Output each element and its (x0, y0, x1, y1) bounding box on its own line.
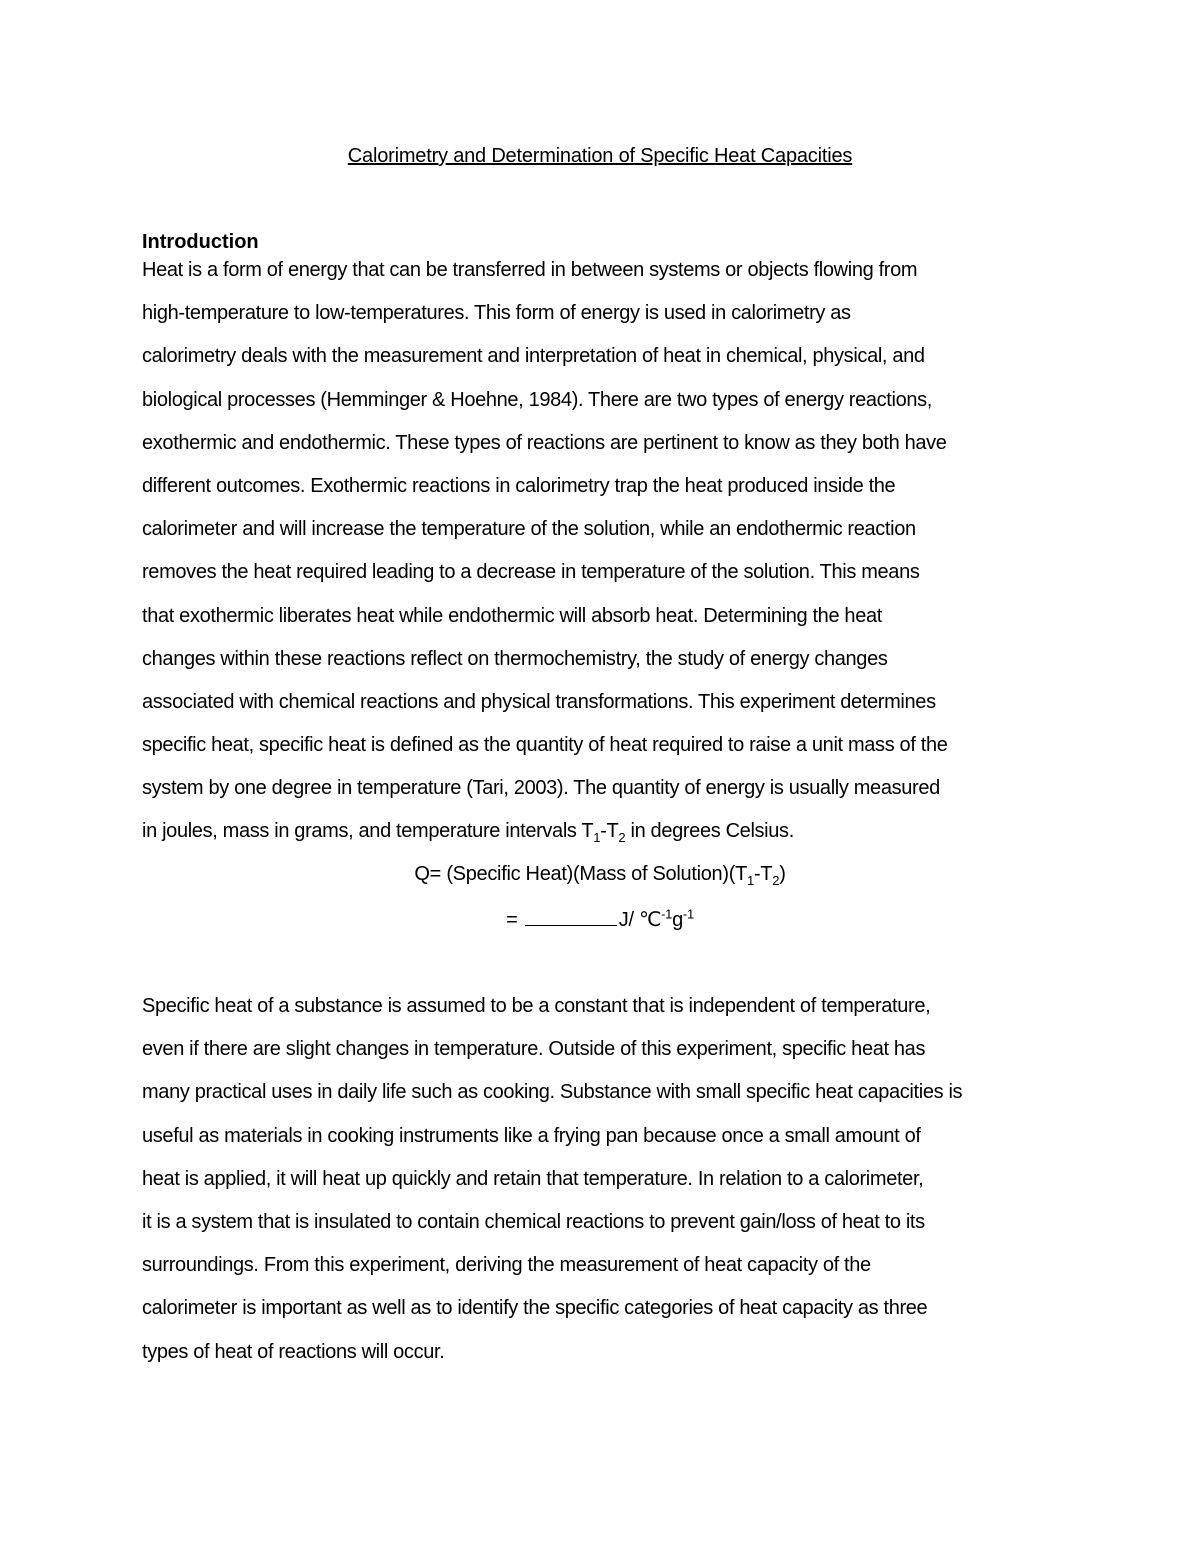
subscript-1: 1 (593, 830, 601, 846)
paragraph-line: that exothermic liberates heat while endothermic will absorb heat. Determining the heat (142, 604, 882, 627)
unit-text: J/ ℃ (618, 909, 662, 931)
answer-blank (525, 907, 617, 926)
equation-text: = (506, 909, 523, 931)
paragraph-line: system by one degree in temperature (Tari, 2003). The quantity of energy is usually measured (142, 777, 940, 800)
specific-heat-equation (0, 863, 1200, 886)
superscript-exponent: -1 (682, 906, 694, 922)
paragraph-line: many practical uses in daily life such as cooking. Substance with small specific heat capacities is (142, 1081, 963, 1104)
paragraph-line: surroundings. From this experiment, deriving the measurement of heat capacity of the (142, 1254, 871, 1277)
paragraph-line: useful as materials in cooking instruments like a frying pan because once a small amount of (142, 1124, 921, 1147)
paragraph-line: different outcomes. Exothermic reactions in calorimetry trap the heat produced inside the (142, 474, 896, 497)
paragraph-line: Heat is a form of energy that can be transferred in between systems or objects flowing from (142, 259, 918, 281)
equation-text: -T (753, 863, 773, 885)
paragraph-line: calorimeter is important as well as to identify the specific categories of heat capacity as three (142, 1297, 928, 1320)
subscript-2: 2 (618, 830, 626, 846)
paragraph-line: heat is applied, it will heat up quickly and retain that temperature. In relation to a calorimeter, (142, 1167, 924, 1190)
paragraph-line: exothermic and endothermic. These types of reactions are pertinent to know as they both have (142, 431, 947, 454)
paragraph-line-last (142, 810, 1072, 853)
result-equation (0, 907, 1200, 932)
line-text: -T (600, 820, 619, 843)
paragraph-line: calorimetry deals with the measurement and interpretation of heat in chemical, physical, and (142, 345, 925, 368)
superscript-exponent: -1 (661, 906, 673, 922)
line-text: in degrees Celsius. (625, 820, 794, 843)
paragraph-line: calorimeter and will increase the temperature of the solution, while an endothermic reaction (142, 518, 916, 541)
section-heading-introduction: Introduction (142, 231, 259, 253)
introduction-paragraph (142, 249, 1072, 854)
second-paragraph (142, 985, 1072, 1374)
document-title: Calorimetry and Determination of Specific Heat Capacities (347, 145, 853, 167)
unit-text: g (672, 909, 683, 931)
equation-text: Q= (Specific Heat)(Mass of Solution)(T (414, 863, 748, 885)
paragraph-line: associated with chemical reactions and physical transformations. This experiment determines (142, 690, 936, 713)
paragraph-line: biological processes (Hemminger & Hoehne, 1984). There are two types of energy reactions, (142, 388, 933, 411)
paragraph-line: types of heat of reactions will occur. (142, 1340, 445, 1363)
subscript-1: 1 (747, 873, 754, 888)
paragraph-line: high-temperature to low-temperatures. This form of energy is used in calorimetry as (142, 302, 851, 325)
subscript-2: 2 (772, 873, 780, 888)
paragraph-line: it is a system that is insulated to contain chemical reactions to prevent gain/loss of heat to its (142, 1210, 925, 1233)
paragraph-line: removes the heat required leading to a decrease in temperature of the solution. This means (142, 561, 920, 584)
paragraph-line: even if there are slight changes in temperature. Outside of this experiment, specific heat has (142, 1038, 926, 1061)
paragraph-line: specific heat, specific heat is defined as the quantity of heat required to raise a unit mass of the (142, 734, 948, 757)
equation-text: ) (779, 863, 786, 885)
paragraph-line: Specific heat of a substance is assumed to be a constant that is independent of temperature, (142, 995, 931, 1017)
line-text: in joules, mass in grams, and temperature intervals T (142, 820, 594, 843)
paragraph-line: changes within these reactions reflect on thermochemistry, the study of energy changes (142, 647, 888, 670)
